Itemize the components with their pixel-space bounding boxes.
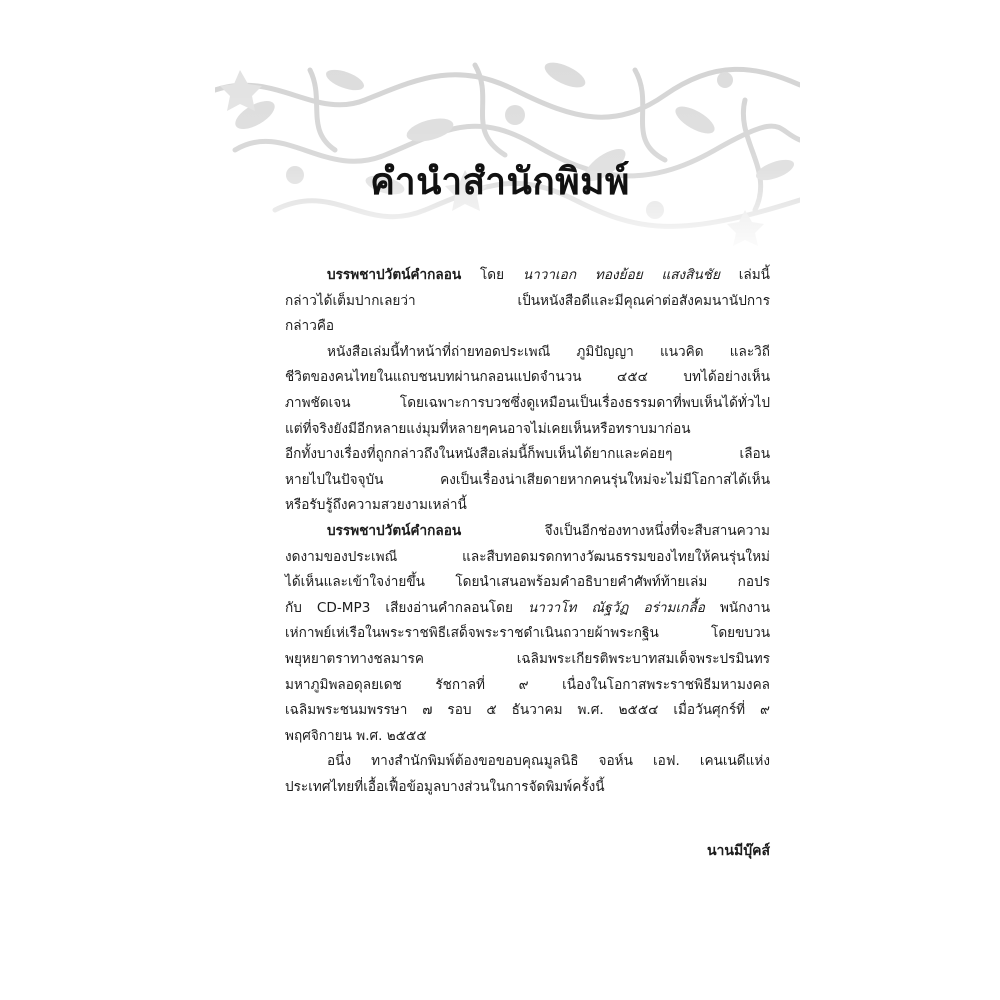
paragraph-2-line-1: หนังสือเล่มนี้ทำหน้าที่ถ่ายทอดประเพณี ภูมิปัญญา แนวคิด และวิถี bbox=[327, 343, 770, 360]
paragraph-2-line-7: หรือรับรู้ถึงความสวยงามเหล่านี้ bbox=[285, 497, 467, 514]
paragraph-3-line-2: งดงามของประเพณี และสืบทอดมรดกทางวัฒนธรรมของไทยให้คนรุ่นใหม่ bbox=[285, 548, 770, 565]
paragraph-3-line-9: พฤศจิกายน พ.ศ. ๒๕๕๕ bbox=[285, 727, 427, 744]
text-span: กับ CD-MP3 เสียงอ่านคำกลอนโดย bbox=[285, 599, 528, 616]
paragraph-4-line-2: ประเทศไทยที่เอื้อเฟื้อข้อมูลบางส่วนในการจัดพิมพ์ครั้งนี้ bbox=[285, 778, 605, 795]
text-span: โดย bbox=[461, 267, 523, 283]
text-span: จึงเป็นอีกช่องทางหนึ่งที่จะสืบสานความ bbox=[461, 522, 770, 539]
paragraph-2-line-3: ภาพชัดเจน โดยเฉพาะการบวชซึ่งดูเหมือนเป็นเรื่องธรรมดาที่พบเห็นได้ทั่วไป bbox=[285, 394, 770, 411]
text-span: พนักงาน bbox=[704, 599, 770, 616]
narrator-name-text: นาวาโท ณัฐวัฏ อร่ามเกลื้อ bbox=[527, 599, 705, 616]
paragraph-3-line-7: มหาภูมิพลอดุลยเดช รัชกาลที่ ๙ เนื่องในโอกาสพระราชพิธีมหามงคล bbox=[285, 676, 770, 693]
book-title-text: บรรพชาปวัตน์คำกลอน bbox=[327, 267, 462, 283]
paragraph-3-line-4 bbox=[285, 596, 770, 622]
paragraph-1-line-3: กล่าวคือ bbox=[285, 318, 335, 335]
paragraph-2-line-4: แต่ที่จริงยังมีอีกหลายแง่มุมที่หลายๆคนอาจไม่เคยเห็นหรือทราบมาก่อน bbox=[285, 420, 691, 437]
book-title-text: บรรพชาปวัตน์คำกลอน bbox=[327, 522, 462, 539]
paragraph-3-line-8: เฉลิมพระชนมพรรษา ๗ รอบ ๕ ธันวาคม พ.ศ. ๒๕๕๔ เมื่อวันศุกร์ที่ ๙ bbox=[285, 702, 770, 719]
paragraph-4-line-1: อนึ่ง ทางสำนักพิมพ์ต้องขอขอบคุณมูลนิธิ จอห์น เอฟ. เคนเนดีแห่ง bbox=[327, 753, 770, 770]
publisher-signature: นานมีบุ๊คส์ bbox=[706, 843, 770, 859]
paragraph-3-line-6: พยุหยาตราทางชลมารค เฉลิมพระเกียรติพระบาทสมเด็จพระปรมินทร bbox=[285, 650, 770, 667]
preface-body bbox=[285, 263, 770, 800]
paragraph-3-line-5: เห่กาพย์เห่เรือในพระราชพิธีเสด็จพระราชดำเนินถวายผ้าพระกฐิน โดยขบวน bbox=[285, 625, 770, 642]
text-span: เล่มนี้ bbox=[719, 267, 770, 283]
paragraph-2-line-5: อีกทั้งบางเรื่องที่ถูกกล่าวถึงในหนังสือเล่มนี้ก็พบเห็นได้ยากและค่อยๆ เลือน bbox=[285, 446, 770, 463]
paragraph-3-line-1 bbox=[285, 519, 770, 545]
paragraph-1-line-1 bbox=[285, 263, 770, 289]
page-title: คำนำสำนักพิมพ์ bbox=[370, 160, 630, 203]
paragraph-3-line-3: ได้เห็นและเข้าใจง่ายขึ้น โดยนำเสนอพร้อมคำอธิบายคำศัพท์ท้ายเล่ม กอปร bbox=[285, 574, 770, 591]
paragraph-2-line-6: หายไปในปัจจุบัน คงเป็นเรื่องน่าเสียดายหากคนรุ่นใหม่จะไม่มีโอกาสได้เห็น bbox=[285, 471, 770, 488]
paragraph-2-line-2: ชีวิตของคนไทยในแถบชนบทผ่านกลอนแปดจำนวน ๔๕๔ บทได้อย่างเห็น bbox=[285, 369, 770, 386]
author-name-text: นาวาเอก ทองย้อย แสงสินชัย bbox=[522, 267, 720, 283]
paragraph-1-line-2: กล่าวได้เต็มปากเลยว่า เป็นหนังสือดีและมีคุณค่าต่อสังคมนานัปการ bbox=[285, 292, 770, 309]
